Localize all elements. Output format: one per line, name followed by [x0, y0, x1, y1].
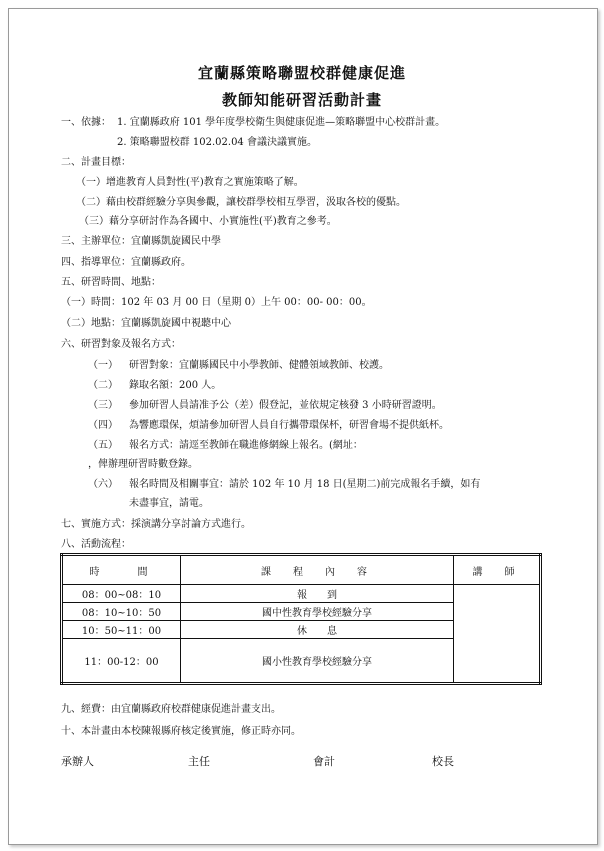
basis-item-1: 1. 宜蘭縣政府 101 學年度學校衛生與健康促進—策略聯盟中心校群計畫。	[117, 117, 446, 128]
target-6-number: （六）	[88, 479, 118, 490]
target-1-number: （一）	[88, 360, 118, 371]
goal-item-2: （二）藉由校群經驗分享與參觀，讓校群學校相互學習，汲取各校的優點。	[76, 197, 406, 208]
time-line: （一）時間：102 年 03 月 00 日（星期 0）上午 00：00- 00：00。	[61, 297, 372, 308]
goal-item-3: （三）藉分享研討作為各國中、小實施性(平)教育之參考。	[79, 216, 337, 227]
row-time: 08：00~08：10	[62, 585, 181, 603]
approval-line: 十、本計畫由本校陳報縣府核定後實施，修正時亦同。	[61, 726, 301, 737]
method-line: 七、實施方式：採演講分享討論方式進行。	[61, 519, 251, 530]
target-2-text: 錄取名額：200 人。	[129, 380, 222, 391]
row-time: 08：10~10：50	[62, 603, 181, 621]
row-time: 10：50~11：00	[62, 621, 181, 639]
header-lecturer: 講 師	[454, 555, 541, 585]
target-5-text: 報名方式：請逕至教師在職進修網線上報名。(網址：	[129, 440, 363, 451]
target-4-text: 為響應環保，煩請參加研習人員自行攜帶環保杯，研習會場不提供紙杯。	[129, 420, 449, 431]
document-title-line1: 宜蘭縣策略聯盟校群健康促進	[197, 64, 406, 82]
table-row	[62, 585, 541, 603]
document-title-line2: 教師知能研習活動計畫	[221, 91, 382, 109]
target-5-continuation: ，俾辦理研習時數登錄。	[88, 459, 198, 470]
target-4-number: （四）	[88, 420, 118, 431]
schedule-label: 八、活動流程：	[61, 539, 131, 550]
row-content: 休 息	[181, 621, 454, 639]
header-content: 課 程 內 容	[181, 555, 454, 585]
organizer-line: 三、主辦單位：宜蘭縣凱旋國民中學	[61, 236, 221, 247]
target-6-continuation: 未盡事宜，請電。	[129, 498, 209, 509]
target-1-text: 研習對象：宜蘭縣國民中小學教師、健體領域教師、校護。	[129, 360, 389, 371]
row-time: 11：00-12：00	[62, 639, 181, 684]
row-content: 國小性教育學校經驗分享	[181, 639, 454, 684]
target-6-text: 報名時間及相關事宜：請於 102 年 10 月 18 日(星期二)前完成報名手續，如有	[129, 479, 481, 490]
schedule-table	[60, 553, 542, 685]
funding-line: 九、經費：由宜蘭縣政府校群健康促進計畫支出。	[61, 704, 281, 715]
header-time: 時 間	[62, 555, 181, 585]
schedule-header-row	[62, 555, 541, 585]
signature-handler: 承辦人	[61, 755, 94, 768]
signature-accountant: 會計	[313, 755, 335, 768]
target-3-text: 參加研習人員請准予公（差）假登記，並依規定核發 3 小時研習證明。	[129, 400, 442, 411]
signature-principal: 校長	[432, 755, 454, 768]
signature-director: 主任	[188, 755, 210, 768]
supervisor-line: 四、指導單位：宜蘭縣政府。	[61, 257, 191, 268]
lecturer-cell	[454, 585, 541, 684]
place-line: （二）地點：宜蘭縣凱旋國中視聽中心	[61, 318, 231, 329]
row-content: 報 到	[181, 585, 454, 603]
basis-label: 一、依據：	[61, 117, 111, 128]
target-3-number: （三）	[88, 400, 118, 411]
goals-label: 二、計畫目標：	[61, 157, 131, 168]
basis-item-2: 2. 策略聯盟校群 102.02.04 會議決議實施。	[117, 137, 317, 148]
goal-item-1: （一）增進教育人員對性(平)教育之實施策略了解。	[76, 177, 304, 188]
time-place-label: 五、研習時間、地點：	[61, 277, 161, 288]
target-5-number: （五）	[88, 440, 118, 451]
targets-label: 六、研習對象及報名方式：	[61, 339, 181, 350]
row-content: 國中性教育學校經驗分享	[181, 603, 454, 621]
target-2-number: （二）	[88, 380, 118, 391]
